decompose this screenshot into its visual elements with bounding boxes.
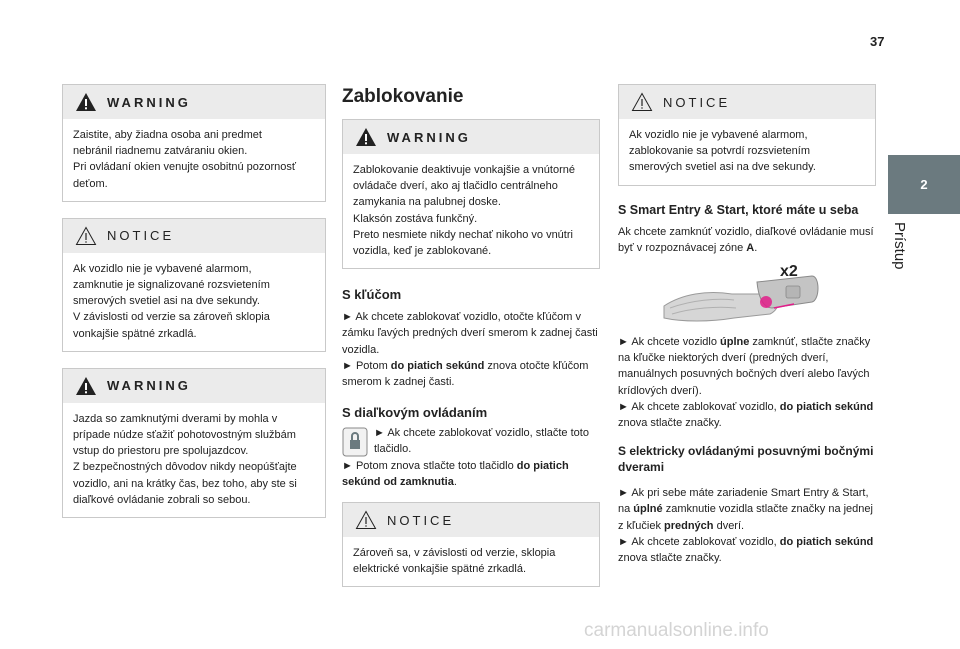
chapter-tab[interactable]: [888, 155, 960, 214]
text-line: V závislosti od verzie sa zároveň sklopia: [73, 311, 270, 324]
text-line: vonkajšie spätné zrkadlá.: [73, 327, 197, 340]
column-2: [342, 84, 600, 587]
warning-title: WARNING: [107, 378, 191, 394]
chapter-label: Prístup: [891, 222, 908, 270]
notice-title: NOTICE: [387, 512, 455, 528]
chapter-label-wrap: [884, 218, 920, 298]
text-line: Jazda so zamknutými dverami by mohla v: [73, 412, 278, 425]
notice-box-alarm: [62, 218, 326, 352]
text-line: zamknutie je signalizované rozsvietením: [73, 279, 270, 292]
text-run: .: [453, 475, 457, 488]
text-run: znova stlačte značky.: [618, 552, 722, 565]
bold-run: úplne: [720, 336, 750, 349]
text-line: diaľkové ovládanie zobrali so sebou.: [73, 493, 251, 506]
text-run: .: [754, 241, 758, 254]
press-twice-label: x2: [780, 264, 798, 281]
text-line: vstup do priestoru pre spolujazdcov.: [73, 445, 249, 458]
warning-header: [343, 120, 599, 154]
bold-run: do piatich sekúnd: [779, 400, 874, 413]
text-line: Zároveň sa, v závislosti od verzie, sklopia: [353, 547, 556, 560]
warning-title: WARNING: [387, 129, 471, 145]
notice-icon: [631, 92, 653, 112]
column-1: [62, 84, 326, 518]
text-line: Klaksón zostáva funkčný.: [353, 212, 478, 225]
text-line: smerových svetiel asi na dve sekundy.: [629, 161, 816, 174]
text-line: nebránil riadnemu zatváraniu okien.: [73, 145, 248, 158]
text-line: deťom.: [73, 177, 108, 190]
text-line: Pri ovládaní okien venujte osobitnú pozornosť: [73, 161, 297, 174]
page-number: 37: [870, 34, 885, 49]
warning-text: [63, 119, 325, 201]
section-heading: Zablokovanie: [342, 86, 464, 107]
text-line: vozidla, keď je zablokované.: [353, 245, 492, 258]
text-line: Preto nesmiete nikdy nechať nikoho vo vnútri: [353, 228, 573, 241]
text-run: dverí.: [713, 519, 745, 532]
lock-button-icon: [342, 427, 368, 457]
sliding-doors-instruction-2: [618, 534, 876, 566]
text-line: Z bezpečnostných dôvodov nikdy neopúšťajte: [73, 461, 297, 474]
remote-instruction-2: [342, 458, 600, 490]
text-run: ► Ak chcete vozidlo: [618, 336, 720, 349]
smart-entry-instruction-1: [618, 334, 876, 399]
text-run: ► Ak chcete zablokovať vozidlo,: [618, 535, 780, 548]
notice-header: [343, 503, 599, 537]
notice-text: [343, 537, 599, 586]
text-line: Zaistite, aby žiadna osoba ani predmet: [73, 129, 262, 141]
bold-run: do piatich sekúnd: [390, 359, 485, 372]
bold-run: do piatich sekúnd od zamknutia: [342, 459, 569, 488]
text-run: ► Potom znova stlačte toto tlačidlo: [342, 459, 517, 472]
warning-icon: [75, 376, 97, 396]
text-run: zamknutie vozidla stlačte značky na jednej z kľučiek: [618, 503, 873, 532]
text-run: ► Ak pri sebe máte zariadenie Smart Entry & Start, na: [618, 487, 869, 516]
sliding-doors-instruction-1: [618, 485, 876, 534]
notice-text: [619, 119, 875, 185]
warning-box-windows: [62, 84, 326, 202]
notice-title: NOTICE: [107, 228, 175, 244]
notice-text: [63, 253, 325, 351]
bold-run: do piatich sekúnd: [779, 535, 874, 548]
remote-instruction-1: ► Ak chcete zablokovať vozidlo, stlačte toto tlačidlo.: [374, 427, 589, 456]
text-line: Zablokovanie deaktivuje vonkajšie a vnútorné: [353, 164, 575, 176]
warning-header: [63, 85, 325, 119]
warning-box-deadlock: [342, 119, 600, 269]
bold-run: predných: [664, 519, 714, 532]
text-line: elektrické vonkajšie spätné zrkadlá.: [353, 563, 527, 576]
text-line: zamykania na palubnej doske.: [353, 196, 501, 209]
text-line: ovládače dverí, ako aj tlačidlo centrálneho: [353, 180, 558, 193]
key-instruction-1: ► Ak chcete zablokovať vozidlo, otočte kľúčom v zámku ľavých predných dverí smerom k zadnej časti vozidla.: [342, 311, 598, 356]
subheading-key: S kľúčom: [342, 287, 402, 303]
column-3: [618, 84, 876, 566]
key-instruction-2: [342, 358, 600, 390]
notice-box-deadlock-confirm: [618, 84, 876, 186]
text-run: znova stlačte značky.: [618, 417, 722, 430]
notice-icon: [75, 226, 97, 246]
notice-box-mirrors: [342, 502, 600, 587]
warning-header: [63, 369, 325, 403]
smart-entry-instruction-2: [618, 399, 876, 431]
text-run: zamknúť, stlačte značky na kľučke niektorých dverí (predných dverí, manuálnych posuvných bočných dverí alebo ľavých krídlových dverí).: [618, 336, 871, 397]
warning-box-locked-doors: [62, 368, 326, 518]
chapter-number: 2: [920, 177, 928, 192]
bold-run: úplné: [633, 503, 663, 516]
notice-header: [619, 85, 875, 119]
text-run: znova otočte kľúčom smerom k zadnej časti.: [342, 359, 589, 389]
remote-block: [342, 425, 600, 490]
door-handle-illustration: [662, 264, 822, 326]
watermark: carmanualsonline.info: [584, 620, 769, 641]
text-run: ► Ak chcete zablokovať vozidlo,: [618, 400, 780, 413]
notice-header: [63, 219, 325, 253]
text-run: Ak chcete zamknúť vozidlo, diaľkové ovládanie musí byť v rozpoznávacej zóne: [618, 225, 874, 254]
warning-icon: [75, 92, 97, 112]
text-line: zablokovanie sa potvrdí rozsvietením: [629, 145, 810, 158]
text-line: Ak vozidlo nie je vybavené alarmom,: [73, 262, 252, 275]
text-line: prípade núdze sťažiť pohotovostným službám: [73, 429, 296, 442]
text-line: Ak vozidlo nie je vybavené alarmom,: [629, 129, 808, 141]
text-line: vozidlo, ani na krátky čas, bez toho, aby ste si: [73, 477, 297, 490]
subheading-smart-entry: S Smart Entry & Start, ktoré máte u seba: [618, 202, 859, 217]
warning-title: WARNING: [107, 94, 191, 110]
notice-title: NOTICE: [663, 94, 731, 110]
warning-text: [343, 154, 599, 268]
bold-run: A: [746, 241, 755, 254]
text-run: ► Potom: [342, 359, 391, 372]
subheading-sliding-doors: S elektricky ovládanými posuvnými bočnými dverami: [618, 444, 874, 475]
subheading-remote: S diaľkovým ovládaním: [342, 405, 488, 421]
notice-icon: [355, 510, 377, 530]
warning-text: [63, 403, 325, 517]
warning-icon: [355, 127, 377, 147]
smart-entry-intro: [618, 224, 876, 256]
text-line: smerových svetiel asi na dve sekundy.: [73, 295, 260, 308]
